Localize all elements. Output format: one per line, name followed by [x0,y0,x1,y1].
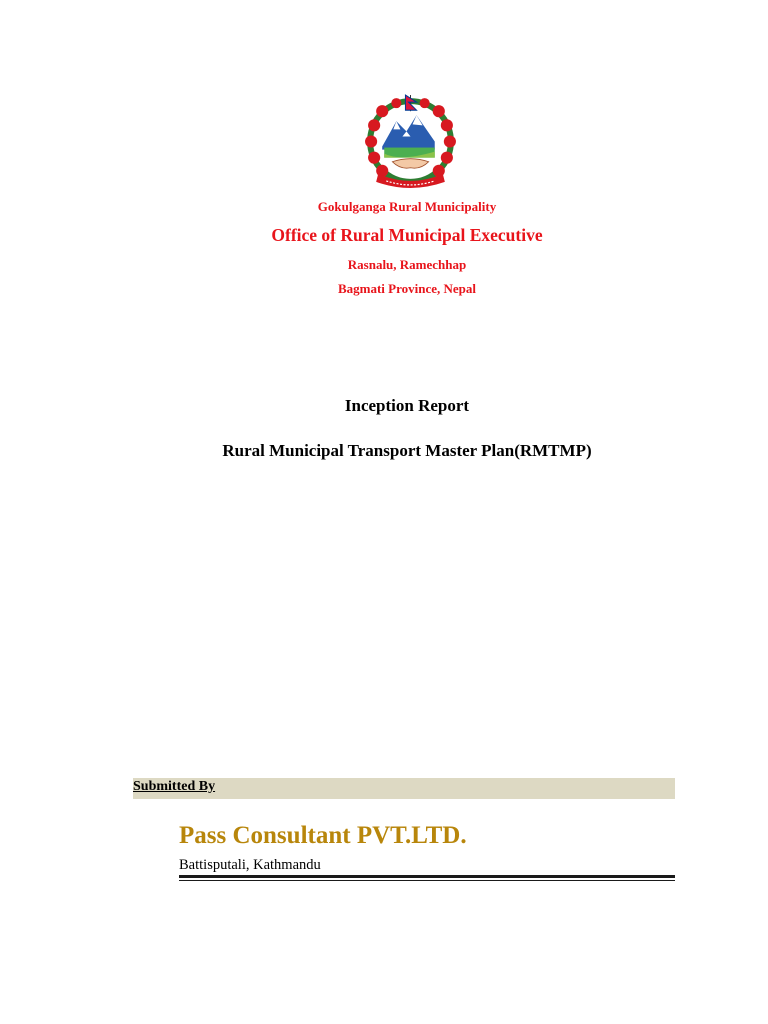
municipality-name: Gokulganga Rural Municipality [317,199,497,214]
consultant-name: Pass Consultant PVT.LTD. [179,822,467,849]
divider-thin [179,880,675,881]
address-line-1: Rasnalu, Ramechhap [347,257,467,272]
consultant-address: Battisputali, Kathmandu [179,857,321,873]
submitted-by-label: Submitted By [133,779,216,794]
handshake-icon [392,159,428,168]
mountain-icon [382,115,435,157]
divider-thick [179,875,675,878]
address-line-2: Bagmati Province, Nepal [337,281,477,296]
office-name: Office of Rural Municipal Executive [271,225,543,245]
report-title: Rural Municipal Transport Master Plan(RMTMP) [222,441,592,460]
report-type: Inception Report [344,396,470,415]
nepal-emblem-icon [360,91,461,192]
